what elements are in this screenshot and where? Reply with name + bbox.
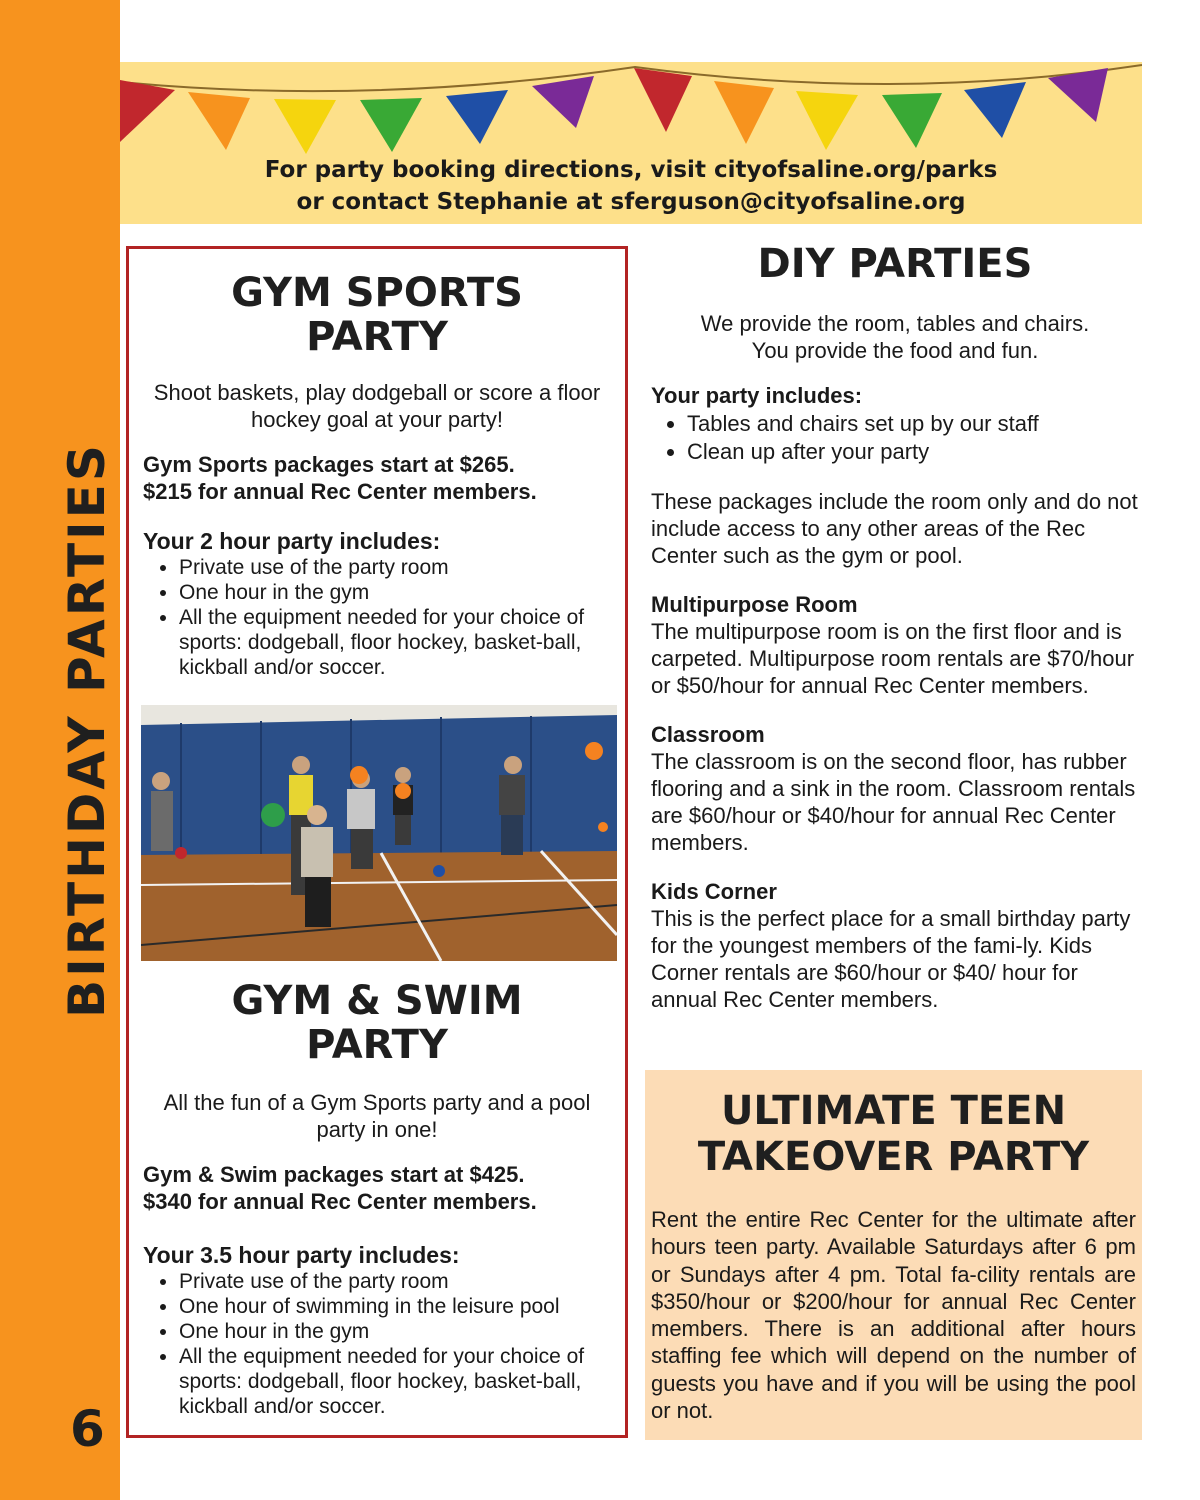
room-description: The multipurpose room is on the first floor and is carpeted. Multipurpose room rentals are $70/hour or $50/hour for annual Rec Center members. xyxy=(651,619,1135,698)
page-number: 6 xyxy=(70,1400,105,1458)
gym-swim-title-line1: GYM & SWIM xyxy=(231,978,523,1024)
teen-description: Rent the entire Rec Center for the ultimate after hours teen party. Available Saturdays after 6 pm or Sundays after 4 pm. Total fa-cility rentals are $350/hour or $200/hour for annual Rec Center members. There is an additional after hours staffing fee which will depend on the number of guests you have and if you will be using the pool or not. xyxy=(651,1207,1136,1424)
flag-yellow xyxy=(274,99,336,154)
banner-line-1: For party booking directions, visit cityofsaline.org/parks xyxy=(264,157,998,183)
flag-blue xyxy=(446,90,508,144)
teen-title-line1: ULTIMATE TEEN xyxy=(720,1088,1067,1134)
diy-includes-list xyxy=(651,410,1139,466)
banner-line-2: or contact Stephanie at sferguson@cityofsaline.org xyxy=(296,189,966,215)
room-name: Multipurpose Room xyxy=(651,592,858,617)
list-item: • Tables and chairs set up by our staff xyxy=(687,410,1139,438)
gym-sports-includes-list xyxy=(143,555,611,680)
room-description: The classroom is on the second floor, has rubber flooring and a sink in the room. Classroom rentals are $60/hour or $40/hour for annual Rec Center members. xyxy=(651,749,1136,855)
gym-sports-intro: Shoot baskets, play dodgeball or score a floor hockey goal at your party! xyxy=(153,380,601,432)
list-item: • All the equipment needed for your choice of sports: dodgeball, floor hockey, basket-ball, kickball and/or soccer. xyxy=(179,1344,611,1419)
room-kids-corner xyxy=(651,878,1139,1013)
diy-intro-line1: We provide the room, tables and chairs. xyxy=(700,311,1090,336)
gym-party-box xyxy=(126,246,628,1438)
list-item: • One hour in the gym xyxy=(179,1319,611,1344)
flag-green xyxy=(882,93,942,148)
gym-sports-price-1: Gym Sports packages start at $265. xyxy=(143,452,515,477)
flag-purple xyxy=(532,76,594,128)
diy-intro-line2: You provide the food and fun. xyxy=(751,338,1039,363)
gym-swim-includes-heading: Your 3.5 hour party includes: xyxy=(143,1242,460,1268)
list-item: • Private use of the party room xyxy=(179,555,611,580)
teen-takeover-box xyxy=(645,1070,1142,1440)
flag-blue xyxy=(964,82,1026,138)
flag-red xyxy=(634,68,692,132)
diy-parties-section xyxy=(651,240,1139,1013)
banner-text xyxy=(120,154,1142,218)
flag-red xyxy=(120,80,175,142)
list-item: • All the equipment needed for your choice of sports: dodgeball, floor hockey, basket-ball, kickball and/or soccer. xyxy=(179,605,611,680)
room-classroom xyxy=(651,721,1139,856)
gym-swim-intro: All the fun of a Gym Sports party and a pool party in one! xyxy=(163,1090,591,1142)
gym-swim-title xyxy=(143,979,611,1067)
sidebar-title: BIRTHDAY PARTIES xyxy=(58,442,116,1018)
diy-includes-heading: Your party includes: xyxy=(651,383,863,408)
gym-sports-title xyxy=(143,271,611,359)
flag-orange xyxy=(188,92,250,150)
gym-sports-title-line2: PARTY xyxy=(306,314,448,360)
diy-title: DIY PARTIES xyxy=(757,241,1033,287)
list-item: • One hour of swimming in the leisure pool xyxy=(179,1294,611,1319)
list-item: • One hour in the gym xyxy=(179,580,611,605)
room-description: This is the perfect place for a small birthday party for the youngest members of the fami-ly. Kids Corner rentals are $60/hour or $40/ hour for annual Rec Center members. xyxy=(651,906,1131,1012)
teen-title xyxy=(653,1088,1134,1180)
flag-orange xyxy=(714,81,774,144)
gym-sports-includes-heading: Your 2 hour party includes: xyxy=(143,528,441,554)
room-name: Classroom xyxy=(651,722,765,747)
flag-green xyxy=(360,98,422,152)
diy-intro xyxy=(651,310,1139,364)
room-name: Kids Corner xyxy=(651,879,777,904)
dodgeball-photo xyxy=(141,705,617,961)
gym-swim-title-line2: PARTY xyxy=(306,1022,448,1068)
teen-title-line2: TAKEOVER PARTY xyxy=(697,1134,1090,1180)
list-item: • Clean up after your party xyxy=(687,438,1139,466)
gym-swim-price-1: Gym & Swim packages start at $425. xyxy=(143,1162,525,1187)
gym-swim-includes-list xyxy=(143,1269,611,1419)
bunting-flags xyxy=(120,62,1142,162)
gym-sports-price-2: $215 for annual Rec Center members. xyxy=(143,479,537,504)
diy-note: These packages include the room only and do not include access to any other areas of the Rec Center such as the gym or pool. xyxy=(651,489,1138,568)
booking-banner xyxy=(120,62,1142,224)
gym-swim-price-2: $340 for annual Rec Center members. xyxy=(143,1189,537,1214)
room-multipurpose xyxy=(651,591,1139,699)
gym-sports-title-line1: GYM SPORTS xyxy=(231,270,523,316)
flag-yellow xyxy=(796,91,858,150)
list-item: • Private use of the party room xyxy=(179,1269,611,1294)
